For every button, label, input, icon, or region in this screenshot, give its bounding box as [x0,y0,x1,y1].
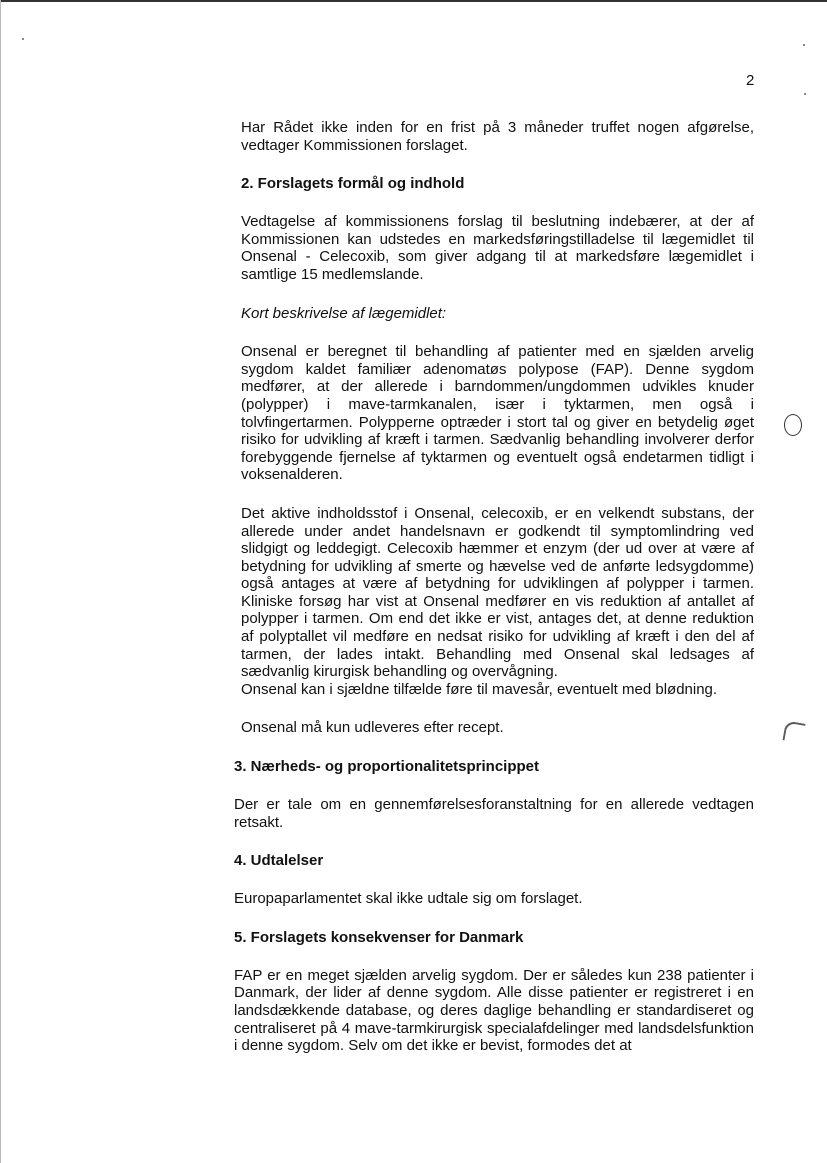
section-2-paragraph-2: Onsenal er beregnet til behandling af patienter med en sjælden arvelig sygdom kaldet familiær adenomatøs polypose (FAP). Denne sygdom medfører, at der allerede i barndommen/ungdommen udvikles knuder (polypper) i mave-tarmkanalen, især i tyktarmen, men også i tolvfingertarmen. Polypperne optræder i stort tal og giver en betydelig øget risiko for udvikling af kræft i tarmen. Sædvanlig behandling involverer derfor forebyggende fjernelse af tyktarmen og eventuelt også endetarmen tidligt i voksenalderen. [241,343,754,484]
page-number: 2 [746,72,755,89]
section-2-paragraph-4: Onsenal kan i sjældne tilfælde føre til mavesår, eventuelt med blødning. [241,680,718,698]
scan-speck [803,44,805,46]
section-2-paragraph-1: Vedtagelse af kommissionens forslag til beslutning indebærer, at der af Kommissionen kan udstedes en markedsføringstilladelse til lægemidlet til Onsenal - Celecoxib, som giver adgang til at markedsføre lægemidlet i samtlige 15 medlemslande. [241,213,754,283]
section-2-paragraph-5: Onsenal må kun udleveres efter recept. [241,719,504,737]
page-top-edge [0,0,827,2]
punch-hole-icon [784,414,802,436]
scan-speck [22,38,24,40]
punch-mark-icon [782,720,805,743]
section-4-heading: 4. Udtalelser [234,852,324,870]
page-left-edge [0,0,1,1163]
intro-paragraph: Har Rådet ikke inden for en frist på 3 måneder truffet nogen afgørelse, vedtager Kommissionen forslaget. [241,119,754,154]
section-4-paragraph: Europaparlamentet skal ikke udtale sig om forslaget. [234,890,583,908]
section-2-subheading: Kort beskrivelse af lægemidlet: [241,304,447,322]
section-2-heading: 2. Forslagets formål og indhold [241,175,465,193]
scan-speck [804,93,806,95]
section-3-heading: 3. Nærheds- og proportionalitetsprincippet [234,758,540,776]
section-5-heading: 5. Forslagets konsekvenser for Danmark [234,928,524,946]
section-5-paragraph: FAP er en meget sjælden arvelig sygdom. Der er således kun 238 patienter i Danmark, der lider af denne sygdom. Alle disse patienter er registreret i en landsdækkende database, og deres daglige behandling er standardiseret og centraliseret på 4 mave-tarmkirurgisk specialafdelinger med landsdelsfunktion i denne sygdom. Selv om det ikke er bevist, formodes det at [234,966,754,1055]
section-3-paragraph: Der er tale om en gennemførelsesforanstaltning for en allerede vedtagen retsakt. [234,796,754,831]
document-body [232,119,754,1076]
section-2-paragraph-3: Det aktive indholdsstof i Onsenal, celecoxib, er en velkendt substans, der allerede under andet handelsnavn er godkendt til symptomlindring ved slidgigt og leddegigt. Celecoxib hæmmer et enzym (der ud over at være af betydning for udvikling af smerte og hævelse ved de anførte ledsygdomme) også antages at være af betydning for udviklingen af polypper i tarmen. Kliniske forsøg har vist at Onsenal medfører en vis reduktion af antallet af polypper i tarmen. Om end det ikke er vist, antages det, at denne reduktion af polyptallet vil medføre en nedsat risiko for udvikling af kræft i den del af tarmen, der lades intakt. Behandling med Onsenal skal ledsages af sædvanlig kirurgisk behandling og overvågning. [241,504,754,681]
